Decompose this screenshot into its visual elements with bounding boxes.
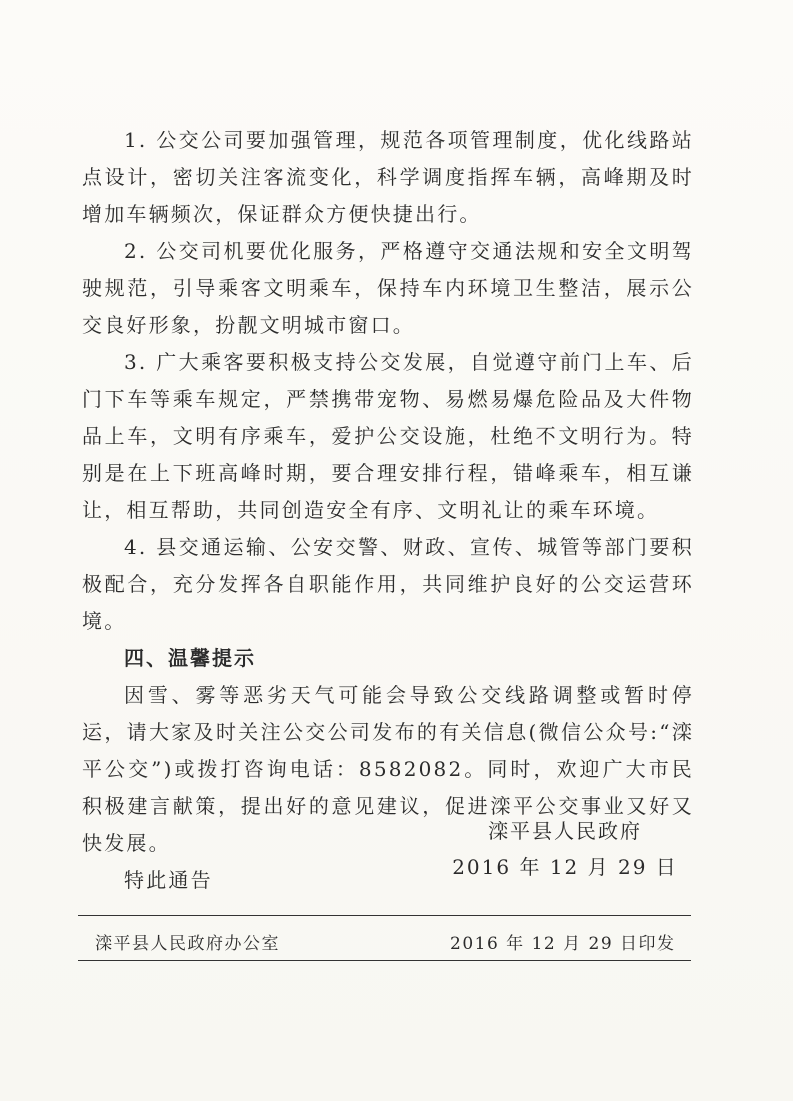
- footer-rule-bottom: [78, 960, 691, 961]
- signature-date: 2016 年 12 月 29 日: [452, 855, 678, 879]
- signature-org: 滦平县人民政府: [488, 819, 642, 843]
- paragraph-3: 3. 广大乘客要积极支持公交发展，自觉遵守前门上车、后门下车等乘车规定，严禁携带宠物、易燃易爆危险品及大件物品上车，文明有序乘车，爱护公交设施，杜绝不文明行为。特别是在上下班高峰时期，要合理安排行程，错峰乘车，相互谦让，相互帮助，共同创造安全有序、文明礼让的乘车环境。: [82, 350, 694, 522]
- paragraph-1: 1. 公交公司要加强管理，规范各项管理制度，优化线路站点设计，密切关注客流变化，科学调度指挥车辆，高峰期及时增加车辆频次，保证群众方便快捷出行。: [82, 128, 694, 226]
- footer-rule-top: [78, 915, 691, 916]
- closing-phrase: 特此通告: [124, 868, 213, 892]
- section-heading: 四、温馨提示: [124, 646, 256, 670]
- notice-body: [82, 122, 694, 899]
- footer-print-date: 2016 年 12 月 29 日印发: [450, 934, 676, 954]
- paragraph-2: 2. 公交司机要优化服务，严格遵守交通法规和安全文明驾驶规范，引导乘客文明乘车，保持车内环境卫生整洁，展示公交良好形象，扮靓文明城市窗口。: [82, 239, 694, 337]
- tip-paragraph: 因雪、雾等恶劣天气可能会导致公交线路调整或暂时停运，请大家及时关注公交公司发布的有关信息(微信公众号:“滦平公交”)或拨打咨询电话：8582082。同时，欢迎广大市民积极建言献策，提出好的意见建议，促进滦平公交事业又好又快发展。: [82, 683, 694, 855]
- footer-issuer: 滦平县人民政府办公室: [95, 934, 280, 954]
- paragraph-4: 4. 县交通运输、公安交警、财政、宣传、城管等部门要积极配合，充分发挥各自职能作用，共同维护良好的公交运营环境。: [82, 535, 694, 633]
